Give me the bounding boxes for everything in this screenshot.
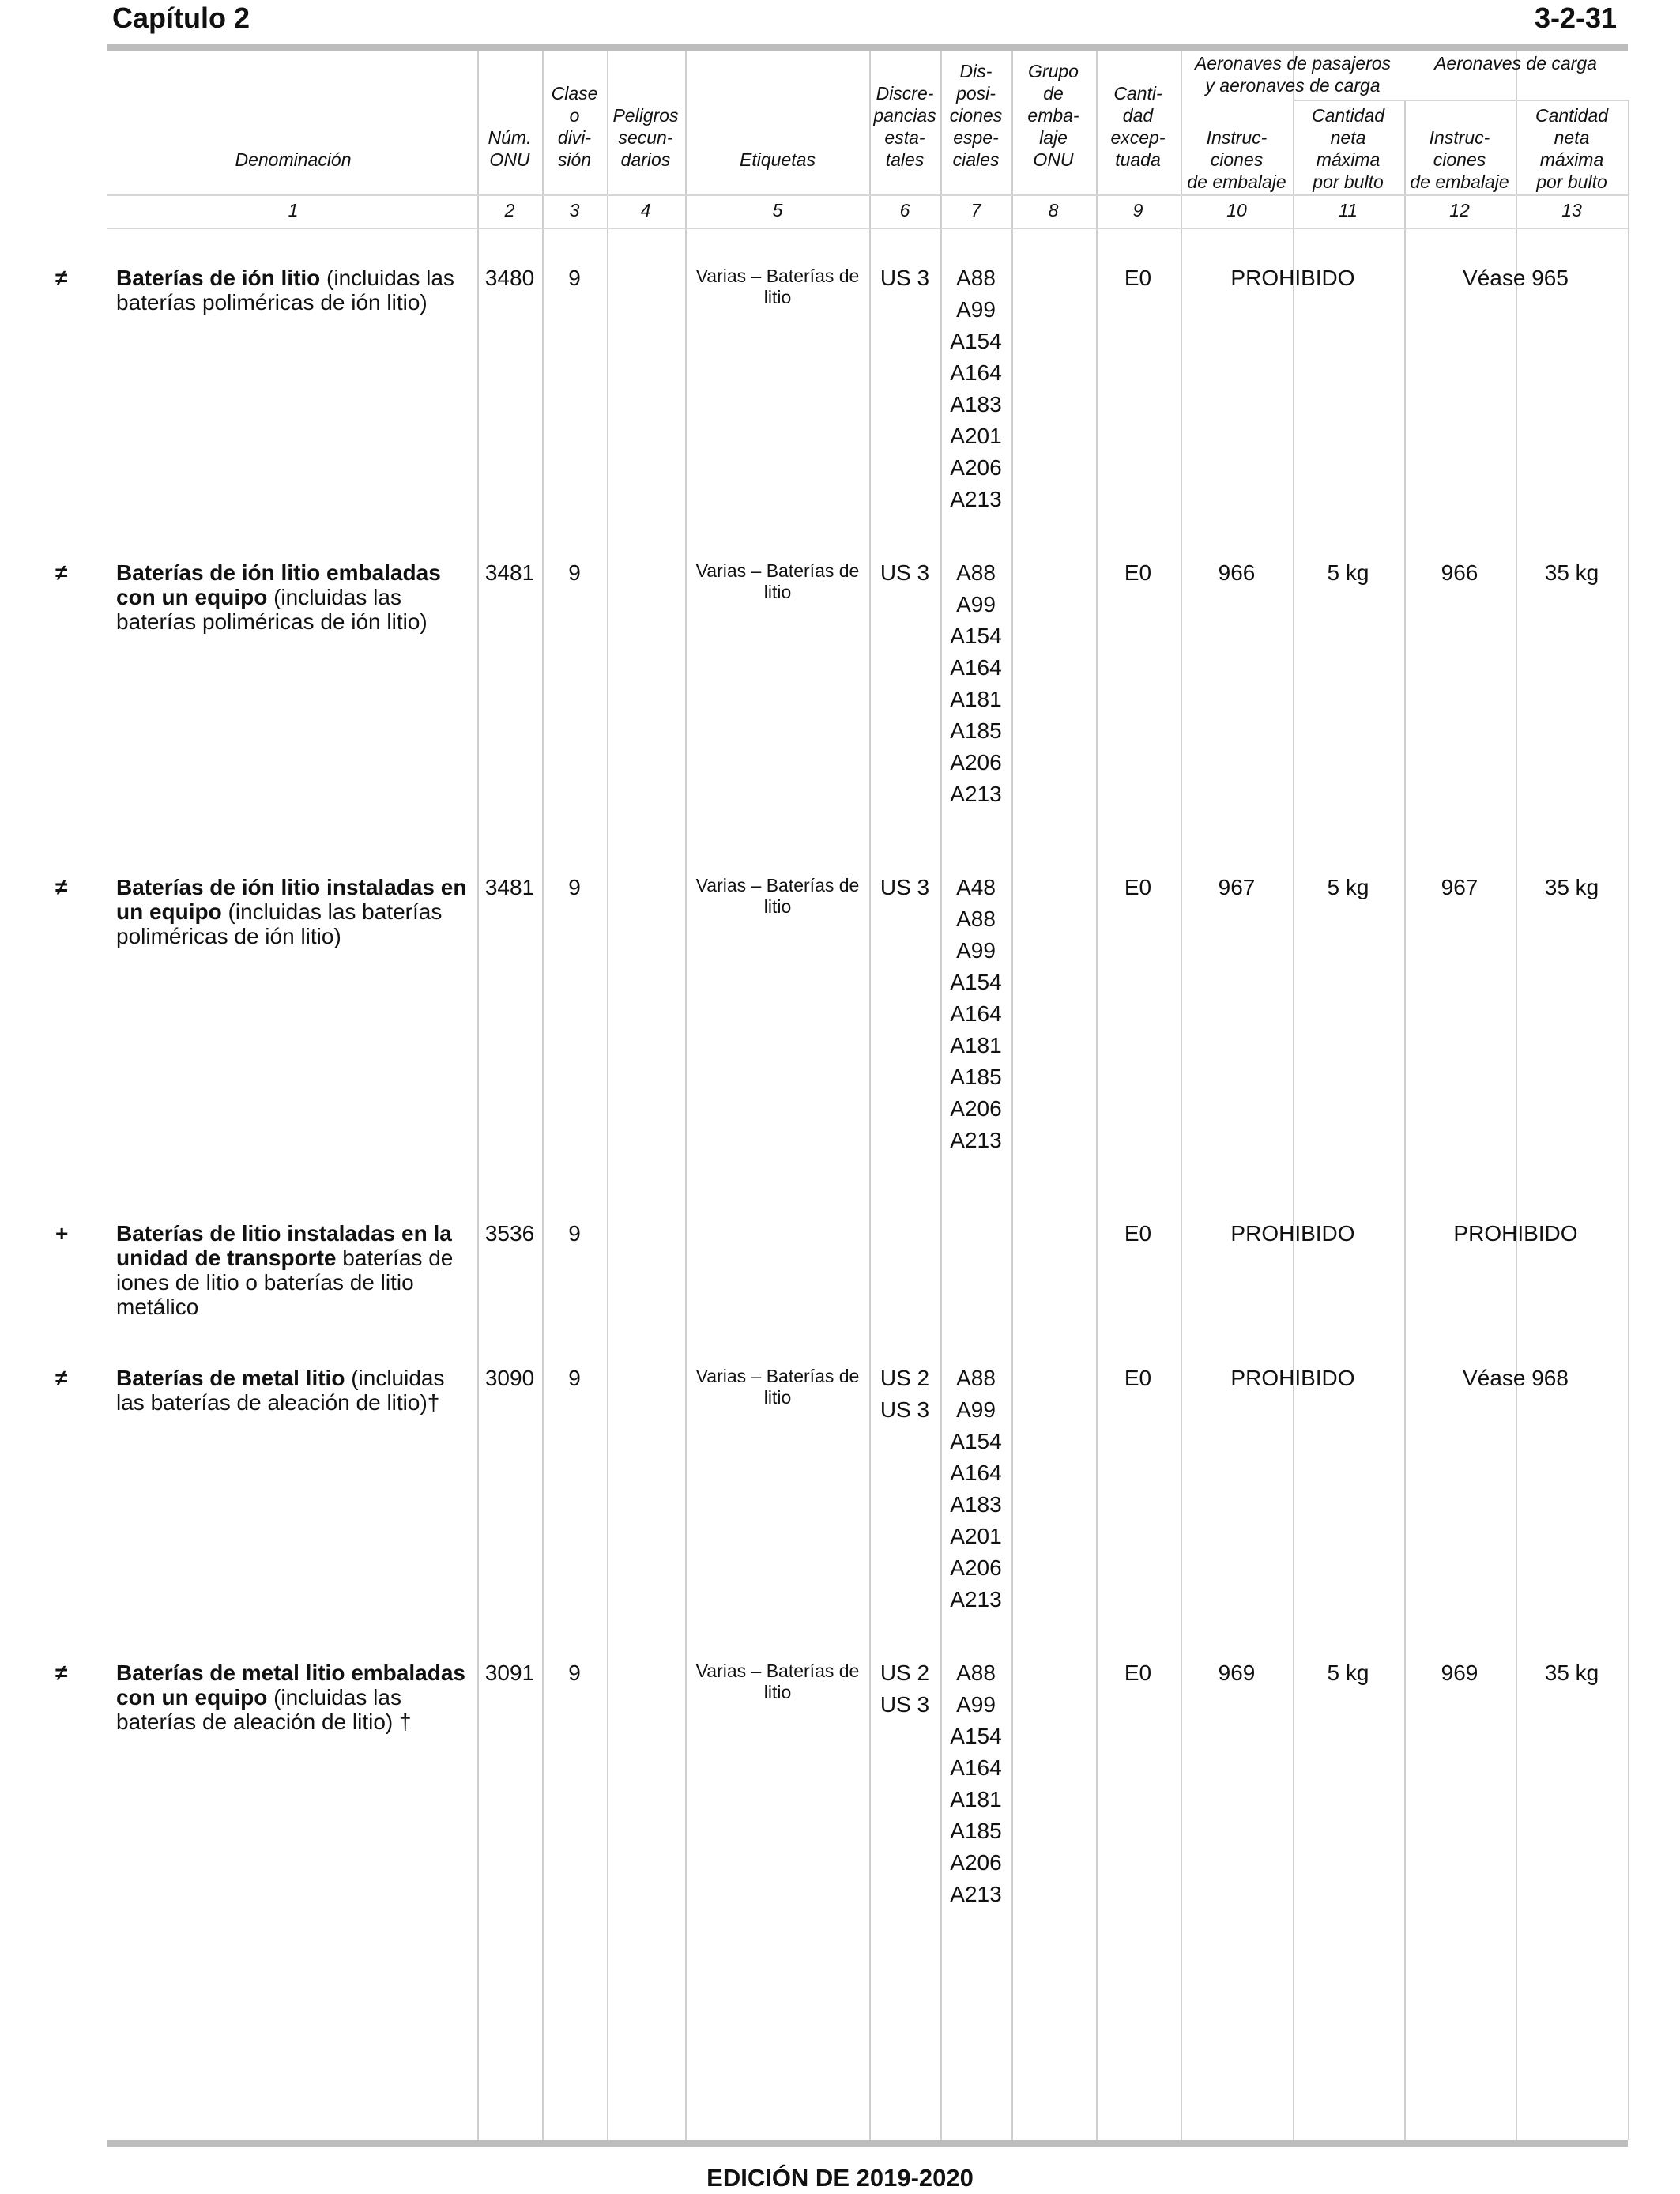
special-provision: A164 xyxy=(950,655,1002,680)
class-division: 9 xyxy=(568,266,581,290)
header-group-cargo xyxy=(1434,52,1597,74)
special-provision: A154 xyxy=(950,624,1002,648)
header-group-passenger-line: Aeronaves de pasajeros xyxy=(1194,53,1392,74)
column-number: 6 xyxy=(899,200,910,221)
class-division: 9 xyxy=(568,1221,581,1246)
state-variation: US 3 xyxy=(880,560,930,585)
change-symbol: ≠ xyxy=(55,1661,68,1685)
header-grupo-embalaje-line: de xyxy=(1043,83,1064,104)
hazard-labels: Varias – Baterías de litio xyxy=(695,1661,860,1702)
special-provision: A185 xyxy=(950,1065,1002,1089)
column-number: 4 xyxy=(640,200,651,221)
special-provision: A154 xyxy=(950,329,1002,353)
special-provision: A206 xyxy=(950,455,1002,480)
special-provision: A88 xyxy=(956,560,996,585)
special-provision: A213 xyxy=(950,487,1002,511)
change-symbol: ≠ xyxy=(55,875,68,899)
un-number: 3091 xyxy=(484,1661,535,1685)
header-cantidad-exceptuada-line: dad xyxy=(1122,105,1154,126)
header-cantidad-pax xyxy=(1312,104,1384,193)
header-instrucciones-pax-line: ciones xyxy=(1210,149,1264,170)
change-symbol: ≠ xyxy=(55,560,68,585)
header-cantidad-pax-line: máxima xyxy=(1316,149,1381,170)
column-divider xyxy=(607,51,608,2140)
header-discrepancias-line: tales xyxy=(885,149,925,170)
special-provision: A213 xyxy=(950,1882,1002,1906)
header-peligros-line: Peligros xyxy=(612,105,679,126)
special-provision: A183 xyxy=(950,1492,1002,1517)
state-variation: US 2 xyxy=(880,1366,930,1390)
header-cantidad-cargo-line: máxima xyxy=(1539,149,1604,170)
cargo-max-quantity: 35 kg xyxy=(1544,875,1599,899)
page-number: 3-2-31 xyxy=(1534,2,1617,34)
header-peligros-line: secun- xyxy=(618,127,673,148)
special-provision: A185 xyxy=(950,1819,1002,1843)
hazard-labels: Varias – Baterías de litio xyxy=(695,875,860,917)
passenger-aircraft-status: PROHIBIDO xyxy=(1230,1221,1355,1246)
special-provision: A213 xyxy=(950,1128,1002,1152)
cargo-packing-instruction: 967 xyxy=(1441,875,1478,899)
state-variations xyxy=(880,872,929,903)
hazard-labels: Varias – Baterías de litio xyxy=(695,560,860,602)
state-variations xyxy=(880,557,929,589)
header-cantidad-exceptuada-line: tuada xyxy=(1115,149,1161,170)
shipping-name-bold: Baterías de ión litio embaladas con un equipo xyxy=(116,560,441,609)
bottom-rule xyxy=(107,2140,1628,2147)
passenger-packing-instruction: 967 xyxy=(1218,875,1256,899)
special-provision: A206 xyxy=(950,1850,1002,1875)
excepted-quantity: E0 xyxy=(1124,1661,1152,1685)
column-divider xyxy=(1404,101,1406,2140)
shipping-name-detail: (incluidas las baterías poliméricas de ión litio) xyxy=(116,585,428,634)
header-clase-line: divi- xyxy=(557,127,592,148)
header-grupo-embalaje xyxy=(1027,60,1079,171)
header-cantidad-exceptuada xyxy=(1110,82,1165,171)
header-group-passenger-line: y aeronaves de carga xyxy=(1205,75,1381,96)
un-number: 3090 xyxy=(484,1366,535,1390)
header-cantidad-cargo-line: neta xyxy=(1554,127,1590,148)
header-discrepancias-line: esta- xyxy=(884,127,925,148)
passenger-aircraft-status: PROHIBIDO xyxy=(1230,1366,1355,1390)
special-provision: A206 xyxy=(950,750,1002,775)
header-group-passenger xyxy=(1195,52,1391,96)
header-instrucciones-cargo-line: ciones xyxy=(1433,149,1486,170)
shipping-name xyxy=(116,266,472,315)
group-header-line xyxy=(1293,100,1629,101)
special-provisions xyxy=(950,1363,1001,1615)
state-variation: US 3 xyxy=(880,875,930,899)
cargo-aircraft-status: PROHIBIDO xyxy=(1453,1221,1578,1246)
header-cantidad-pax-line: Cantidad xyxy=(1311,105,1385,126)
shipping-name-detail: (incluidas las baterías poliméricas de ión litio) xyxy=(116,266,454,315)
header-grupo-embalaje-line: laje xyxy=(1039,127,1068,148)
cargo-max-quantity: 35 kg xyxy=(1544,560,1599,585)
shipping-name xyxy=(116,875,472,948)
shipping-name xyxy=(116,1366,472,1415)
header-discrepancias-line: pancias xyxy=(873,105,936,126)
state-variation: US 3 xyxy=(880,1397,930,1422)
header-disposiciones-line: espe- xyxy=(953,127,999,148)
special-provision: A201 xyxy=(950,1524,1002,1548)
header-clase-line: sión xyxy=(557,149,592,170)
special-provision: A181 xyxy=(950,1033,1002,1057)
state-variations xyxy=(880,262,929,294)
class-division: 9 xyxy=(568,875,581,899)
special-provision: A185 xyxy=(950,718,1002,743)
header-cantidad-pax-line: neta xyxy=(1330,127,1366,148)
passenger-packing-instruction: 966 xyxy=(1218,560,1256,585)
special-provision: A88 xyxy=(956,266,996,290)
special-provision: A88 xyxy=(956,1661,996,1685)
header-line xyxy=(107,194,1629,196)
column-number: 1 xyxy=(288,200,299,221)
special-provision: A88 xyxy=(956,907,996,931)
header-instrucciones-cargo-line: de embalaje xyxy=(1410,172,1509,192)
shipping-name-detail: (incluidas las baterías de aleación de litio) † xyxy=(116,1685,412,1734)
special-provision: A99 xyxy=(956,1692,996,1717)
header-instrucciones-cargo-line: Instruc- xyxy=(1429,127,1490,148)
special-provision: A206 xyxy=(950,1096,1002,1121)
column-number: 11 xyxy=(1339,200,1358,221)
change-symbol: ≠ xyxy=(55,1366,68,1390)
header-grupo-embalaje-line: emba- xyxy=(1027,105,1079,126)
column-number: 8 xyxy=(1048,200,1059,221)
special-provision: A213 xyxy=(950,1587,1002,1612)
hazard-labels: Varias – Baterías de litio xyxy=(695,1366,860,1408)
special-provisions xyxy=(950,262,1001,515)
header-num-onu-line: ONU xyxy=(489,149,530,170)
header-cantidad-cargo-line: por bulto xyxy=(1536,172,1607,192)
shipping-name-detail: (incluidas las baterías poliméricas de ión litio) xyxy=(116,899,443,948)
special-provision: A154 xyxy=(950,1429,1002,1453)
special-provisions xyxy=(950,557,1001,810)
header-num-onu-line: Núm. xyxy=(488,127,532,148)
excepted-quantity: E0 xyxy=(1124,560,1152,585)
passenger-max-quantity: 5 kg xyxy=(1327,1661,1369,1685)
header-peligros-line: darios xyxy=(620,149,671,170)
header-disposiciones xyxy=(950,60,1002,171)
special-provision: A164 xyxy=(950,1001,1002,1026)
header-cantidad-pax-line: por bulto xyxy=(1313,172,1384,192)
header-cantidad-cargo-line: Cantidad xyxy=(1535,105,1609,126)
shipping-name-detail: (incluidas las baterías de aleación de litio)† xyxy=(116,1366,445,1415)
header-cantidad-exceptuada-line: Canti- xyxy=(1113,83,1162,104)
column-number: 2 xyxy=(504,200,515,221)
header-discrepancias-line: Discre- xyxy=(876,83,934,104)
header-instrucciones-pax-line: de embalaje xyxy=(1187,172,1286,192)
special-provision: A164 xyxy=(950,360,1002,385)
shipping-name xyxy=(116,1661,472,1734)
header-clase-line: o xyxy=(569,105,580,126)
cargo-packing-instruction: 969 xyxy=(1441,1661,1478,1685)
shipping-name xyxy=(116,560,472,634)
column-number: 7 xyxy=(970,200,981,221)
header-instrucciones-cargo xyxy=(1410,126,1509,193)
header-clase-line: Clase xyxy=(551,83,598,104)
change-symbol: ≠ xyxy=(55,266,68,290)
shipping-name-bold: Baterías de litio instaladas en la unidad de transporte xyxy=(116,1221,452,1270)
cargo-aircraft-status: Véase 965 xyxy=(1463,266,1569,290)
cargo-packing-instruction: 966 xyxy=(1441,560,1478,585)
un-number: 3481 xyxy=(484,875,535,899)
special-provision: A99 xyxy=(956,1397,996,1422)
shipping-name-bold: Baterías de ión litio instaladas en un equipo xyxy=(116,875,467,924)
special-provision: A183 xyxy=(950,392,1002,417)
special-provision: A99 xyxy=(956,592,996,616)
hazard-labels: Varias – Baterías de litio xyxy=(695,266,860,307)
special-provision: A206 xyxy=(950,1555,1002,1580)
chapter-title: Capítulo 2 xyxy=(112,2,250,34)
column-divider xyxy=(940,51,942,2140)
column-divider xyxy=(542,51,544,2140)
un-number: 3481 xyxy=(484,560,535,585)
edition-footer: EDICIÓN DE 2019-2020 xyxy=(706,2164,974,2192)
excepted-quantity: E0 xyxy=(1124,266,1152,290)
column-divider xyxy=(1011,51,1013,2140)
cargo-aircraft-status: Véase 968 xyxy=(1463,1366,1569,1390)
header-discrepancias xyxy=(873,82,936,171)
state-variations xyxy=(880,1657,929,1721)
header-cantidad-cargo xyxy=(1535,104,1608,193)
header-group-cargo-line: Aeronaves de carga xyxy=(1434,53,1597,74)
column-number: 9 xyxy=(1132,200,1143,221)
header-instrucciones-pax-line: Instruc- xyxy=(1206,127,1268,148)
special-provision: A213 xyxy=(950,782,1002,806)
special-provisions xyxy=(950,1657,1001,1910)
header-clase xyxy=(552,82,598,171)
column-number: 10 xyxy=(1226,200,1247,221)
shipping-name-bold: Baterías de metal litio xyxy=(116,1366,345,1390)
class-division: 9 xyxy=(568,560,581,585)
header-denominacion xyxy=(235,149,351,171)
un-number: 3536 xyxy=(484,1221,535,1246)
passenger-max-quantity: 5 kg xyxy=(1327,560,1369,585)
cargo-max-quantity: 35 kg xyxy=(1544,1661,1599,1685)
column-number: 3 xyxy=(569,200,580,221)
column-divider xyxy=(1628,101,1629,2140)
passenger-packing-instruction: 969 xyxy=(1218,1661,1256,1685)
column-divider xyxy=(869,51,871,2140)
class-division: 9 xyxy=(568,1366,581,1390)
passenger-aircraft-status: PROHIBIDO xyxy=(1230,266,1355,290)
number-row-line xyxy=(107,228,1629,229)
special-provision: A48 xyxy=(956,875,996,899)
special-provisions xyxy=(950,872,1001,1156)
column-divider xyxy=(1516,51,1517,2140)
passenger-max-quantity: 5 kg xyxy=(1327,875,1369,899)
excepted-quantity: E0 xyxy=(1124,1221,1152,1246)
header-etiquetas-line: Etiquetas xyxy=(740,149,816,170)
special-provision: A99 xyxy=(956,938,996,963)
excepted-quantity: E0 xyxy=(1124,875,1152,899)
special-provision: A164 xyxy=(950,1461,1002,1485)
top-rule xyxy=(107,44,1628,51)
header-disposiciones-line: Dis- xyxy=(959,61,993,81)
special-provision: A154 xyxy=(950,970,1002,994)
state-variation: US 2 xyxy=(880,1661,930,1685)
excepted-quantity: E0 xyxy=(1124,1366,1152,1390)
header-cantidad-exceptuada-line: excep- xyxy=(1110,127,1166,148)
special-provision: A154 xyxy=(950,1724,1002,1748)
column-number: 5 xyxy=(772,200,783,221)
header-grupo-embalaje-line: ONU xyxy=(1033,149,1074,170)
header-etiquetas xyxy=(740,149,816,171)
special-provision: A201 xyxy=(950,424,1002,448)
shipping-name-bold: Baterías de metal litio embaladas con un equipo xyxy=(116,1661,465,1710)
column-divider xyxy=(477,51,479,2140)
class-division: 9 xyxy=(568,1661,581,1685)
column-divider xyxy=(1181,51,1182,2140)
special-provision: A181 xyxy=(950,687,1002,711)
header-num-onu xyxy=(488,126,532,171)
column-number: 12 xyxy=(1449,200,1470,221)
un-number: 3480 xyxy=(484,266,535,290)
column-divider xyxy=(685,51,687,2140)
state-variation: US 3 xyxy=(880,1692,930,1717)
header-disposiciones-line: ciales xyxy=(952,149,1000,170)
shipping-name-detail: baterías de iones de litio o baterías de litio metálico xyxy=(116,1246,454,1319)
shipping-name xyxy=(116,1221,472,1319)
special-provision: A181 xyxy=(950,1787,1002,1811)
column-divider xyxy=(1096,51,1098,2140)
header-grupo-embalaje-line: Grupo xyxy=(1028,61,1079,81)
special-provision: A88 xyxy=(956,1366,996,1390)
column-divider xyxy=(1293,51,1294,2140)
change-symbol: + xyxy=(55,1221,69,1246)
state-variations xyxy=(880,1363,929,1426)
special-provision: A164 xyxy=(950,1755,1002,1780)
header-disposiciones-line: ciones xyxy=(949,105,1003,126)
header-disposiciones-line: posi- xyxy=(956,83,996,104)
shipping-name-bold: Baterías de ión litio xyxy=(116,266,321,290)
header-instrucciones-pax xyxy=(1187,126,1286,193)
column-number: 13 xyxy=(1561,200,1582,221)
header-denominacion-line: Denominación xyxy=(235,149,352,170)
state-variation: US 3 xyxy=(880,266,930,290)
header-peligros xyxy=(612,104,678,171)
special-provision: A99 xyxy=(956,297,996,322)
